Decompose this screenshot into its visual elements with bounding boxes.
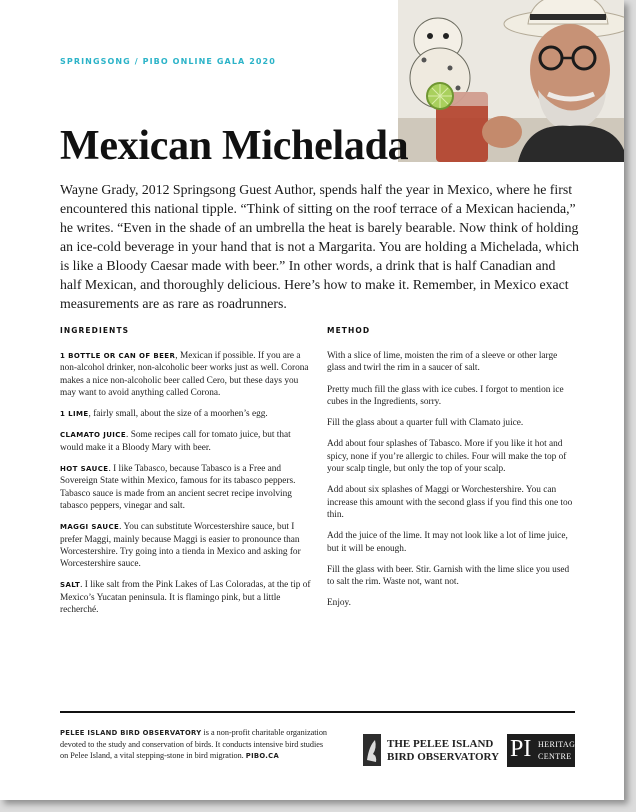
method-step: Enjoy. [327,598,351,609]
intro-paragraph: Wayne Grady, 2012 Springsong Guest Author, spends half the year in Mexico, where he first encountered this national tipple. “Think of sitting on the roof terrace of a Mexican hacienda,” he writes. “Even in the shade of an umbrella the heat is barely bearable. Now think of holding an ice-cold beverage in your hand that is not a Margarita. You are holding a Michelada, which is like a Bloody Caesar made with beer.” In other words, a drink that is half Canadian and half Mexican, and thoroughly delicious. Here’s how to make it. Remember, in Mexico exact measurements are as rare as roadrunners. [60,182,579,311]
ingredient-separator: , [175,351,180,361]
ingredient-note: Mexican if possible. If you are a non-alcohol drinker, non-alcoholic beer works just as well. Corona makes a nice non-alcoholic beer called Cero, but these days you may want to avoid anything called Corona. [60,351,309,398]
method-heading: METHOD [327,326,371,335]
ingredient-note: fairly small, about the size of a moorhen’s egg. [93,409,268,420]
pibo-logo-line2: BIRD OBSERVATORY [387,751,500,763]
ingredient-item [60,463,316,512]
method-step: Add the juice of the lime. It may not look like a lot of lime juice, but it will be enough. [327,531,568,554]
method-steps [327,350,577,619]
ingredient-note: I like Tabasco, because Tabasco is a Free and Sovereign State within Mexico, famous for its tabasco peppers. Tabasco sauce is made from an ancient secret recipe involving tabasco peppers, vinegar and salt. [60,464,296,511]
heritage-logo-initials: PI [510,736,532,762]
pibo-logo [363,734,503,768]
method-step: Fill the glass with beer. Stir. Garnish with the lime slice you used to salt the rim. Waste not, want not. [327,564,570,588]
ingredient-name: SALT [60,581,81,590]
method-step: Add about four splashes of Tabasco. More if you like it hot and spicy, none if you’re allergic to chiles. Four will make the top of your scalp tingle, but only the top of your scalp. [327,439,567,475]
ingredient-name: MAGGI SAUCE [60,523,120,532]
method-step: Pretty much fill the glass with ice cubes. I forgot to mention ice cubes in the Ingredients, sorry. [327,384,564,407]
author-photo-illustration [398,0,624,162]
ingredient-item [60,521,316,570]
ingredients-heading: INGREDIENTS [60,326,130,335]
author-photo [398,0,624,162]
ingredient-item [60,579,316,616]
pibo-logo-line1: THE PELEE ISLAND [387,738,494,750]
ingredient-separator: . [80,580,85,591]
ingredient-separator: . [126,430,131,441]
org-description: is a non-profit charitable organization devoted to the study and conservation of birds. It conducts intensive bird studies on Pelee Island, a vital stepping-stone in bird migration. [60,728,328,761]
event-eyebrow: SPRINGSONG / PIBO ONLINE GALA 2020 [60,57,276,66]
ingredient-separator: . [108,464,114,475]
bird-icon [363,734,381,766]
ingredient-name: 1 LIME [60,410,89,419]
ingredient-note: You can substitute Worcestershire sauce, but I prefer Maggi, mainly because Maggi is easier to pronounce than Worcestershire. Try going into a tienda in Mexico and asking for Worcestershire sauce. [60,522,301,570]
ingredients-list [60,350,316,625]
ingredient-separator: . [119,522,124,533]
ingredient-name: 1 BOTTLE OR CAN OF BEER [60,352,176,360]
method-step: Add about six splashes of Maggi or Worchestershire. You can increase this amount with the second glass if you find this one too thin. [327,485,573,520]
org-website: PIBO.CA [245,752,280,761]
ingredient-name: HOT SAUCE [60,465,109,474]
page-title: Mexican Michelada [60,123,409,169]
heritage-logo-line2: CENTRE [538,752,572,761]
ingredient-note: I like salt from the Pink Lakes of Las Coloradas, at the tip of Mexico’s Yucatan peninsula. It is flamingo pink, but a little recherché. [60,580,311,616]
org-name: PELEE ISLAND BIRD OBSERVATORY [60,729,202,737]
ingredient-note: Some recipes call for tomato juice, but that would make it a Bloody Mary with beer. [60,430,291,453]
heritage-centre-logo [507,734,581,767]
footer-divider [60,711,575,713]
method-step: Fill the glass about a quarter full with Clamato juice. [327,418,524,429]
method-step: With a slice of lime, moisten the rim of a sleeve or other large glass and twirl the rim in a saucer of salt. [327,351,558,374]
ingredient-separator: , [88,409,94,420]
ingredient-item [60,408,316,420]
ingredient-item [60,350,316,399]
ingredient-item [60,429,316,454]
ingredient-name: CLAMATO JUICE [60,431,127,440]
heritage-logo-line1: HERITAGE [538,740,581,749]
footer-description [60,727,332,763]
